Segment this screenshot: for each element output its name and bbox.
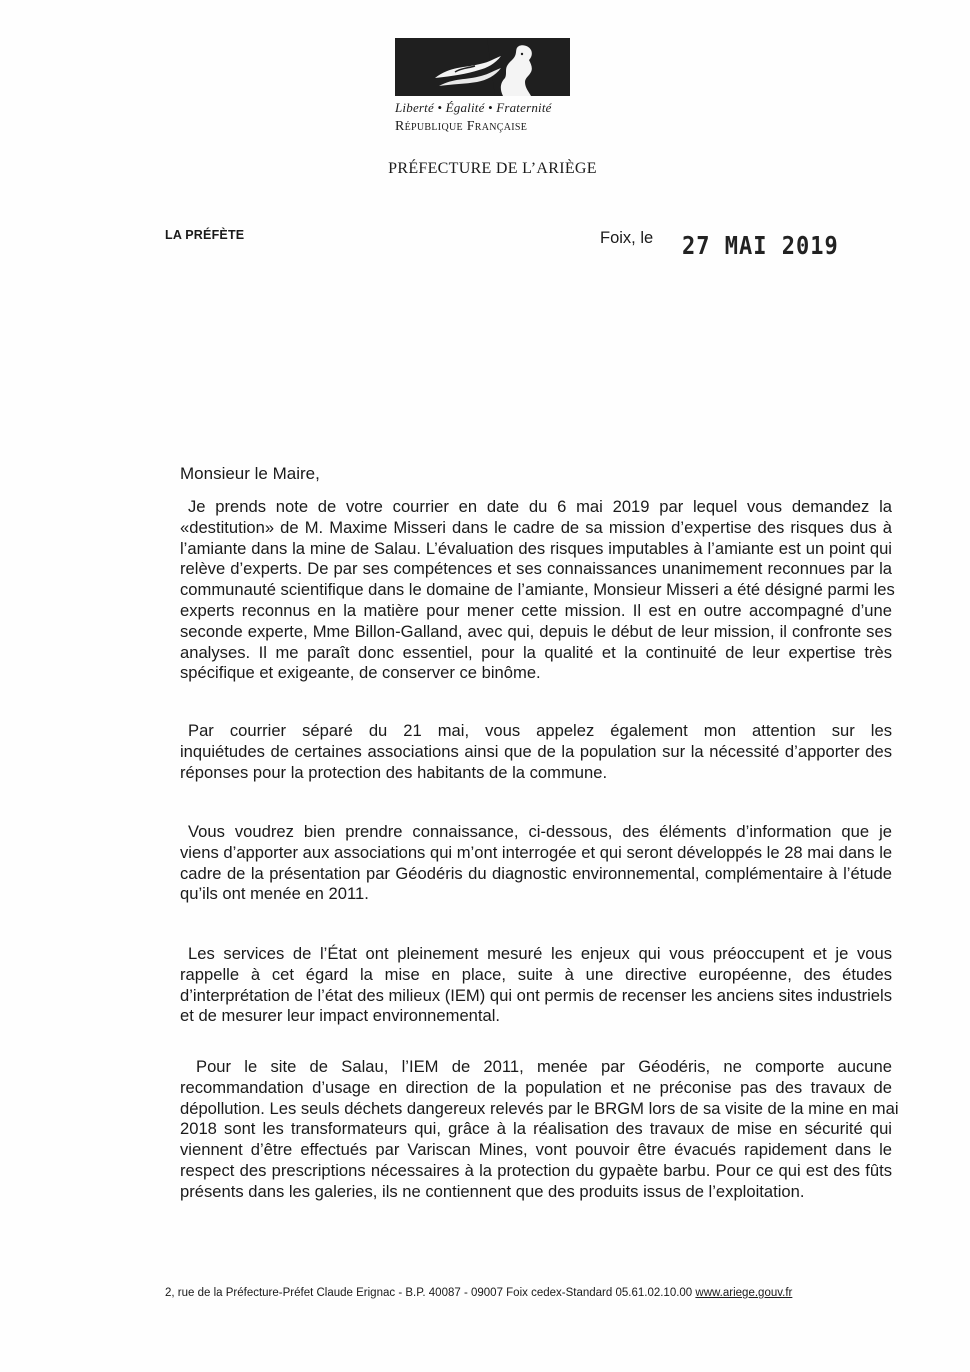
paragraph-line: Par courrier séparé du 21 mai, vous appelez également mon attention sur les bbox=[188, 721, 892, 740]
paragraph-line: viens d’apporter aux associations qui m’ont interrogée et qui seront développés le 28 mai dans le bbox=[180, 842, 893, 862]
paragraph-5 bbox=[180, 1057, 899, 1203]
footer-address: 2, rue de la Préfecture-Préfet Claude Erignac - B.P. 40087 - 09007 Foix cedex-Standard 05.61.02.10.00 bbox=[165, 1287, 696, 1299]
paragraph-line: l’amiante dans la mine de Salau. L’évaluation des risques imputables à l’amiante est un point qui bbox=[180, 538, 892, 558]
paragraph-line: cadre de la présentation par Géodéris du diagnostic environnemental, complémentaire à l’étude bbox=[180, 863, 892, 883]
sender-title: LA PRÉFÈTE bbox=[165, 228, 245, 242]
paragraph-line: viennent d’être effectués par Variscan Mines, vont pouvoir être évacués rapidement dans le bbox=[180, 1140, 892, 1160]
date-stamp: 27 MAI 2019 bbox=[682, 232, 839, 261]
paragraph-line: recommandation d’usage en direction de la population et ne préconise pas des travaux de bbox=[180, 1077, 892, 1097]
paragraph-line: inquiétudes de certaines associations ainsi que de la population sur la nécessité d’apporter des bbox=[180, 741, 892, 761]
paragraph-line: analyses. Il me paraît donc essentiel, pour la qualité et la continuité de leur expertise très bbox=[180, 642, 892, 662]
paragraph-line: experts reconnus en la matière pour mener cette mission. Il est en outre accompagné d’une bbox=[180, 600, 892, 620]
paragraph-line: respect des prescriptions nécessaires à la protection du gypaète barbu. Pour ce qui est des fûts bbox=[180, 1160, 892, 1180]
paragraph-line: rappelle à cet égard la mise en place, suite à une directive européenne, des études bbox=[180, 964, 892, 984]
paragraph-1 bbox=[180, 497, 895, 684]
paragraph-line: présents dans les galeries, ils ne contiennent que des produits issus de l’exploitation. bbox=[180, 1181, 805, 1201]
paragraph-line: relève d’experts. De par ses compétences et ses connaissances unanimement reconnues par la bbox=[180, 559, 892, 579]
paragraph-line: dépollution. Les seuls déchets dangereux relevés par le BRGM lors de sa visite de la mine en mai bbox=[180, 1098, 899, 1118]
paragraph-4 bbox=[180, 944, 892, 1027]
paragraph-line: et de mesurer leur impact environnemental. bbox=[180, 1006, 501, 1026]
marianne-logo bbox=[395, 38, 570, 96]
paragraph-2 bbox=[180, 721, 892, 783]
republic-name: République Française bbox=[395, 119, 528, 134]
prefecture-title: PRÉFECTURE DE L’ARIÈGE bbox=[388, 160, 597, 177]
paragraph-line: qu’ils ont menée en 2011. bbox=[180, 884, 369, 904]
paragraph-line: Je prends note de votre courrier en date du 6 mai 2019 par lequel vous demandez la bbox=[188, 497, 892, 516]
marianne-icon bbox=[395, 38, 570, 96]
paragraph-line: Vous voudrez bien prendre connaissance, ci-dessous, des éléments d’information que je bbox=[188, 822, 892, 841]
paragraph-line: spécifique et exigeante, de conserver ce binôme. bbox=[180, 663, 541, 683]
paragraph-line: Pour le site de Salau, l’IEM de 2011, menée par Géodéris, ne comporte aucune bbox=[196, 1057, 892, 1076]
place-label: Foix, le bbox=[600, 229, 654, 247]
paragraph-line: Les services de l’État ont pleinement mesuré les enjeux qui vous préoccupent et je vous bbox=[188, 944, 892, 963]
footer-website-link[interactable]: www.ariege.gouv.fr bbox=[695, 1287, 793, 1299]
paragraph-line: seconde experte, Mme Billon-Galland, avec qui, depuis le début de leur mission, il confronte ses bbox=[180, 621, 892, 641]
salutation: Monsieur le Maire, bbox=[180, 464, 320, 483]
paragraph-3 bbox=[180, 822, 892, 905]
paragraph-line: 2018 sont les transformateurs qui, grâce à la réalisation des travaux de mise en sécurité qui bbox=[180, 1119, 892, 1139]
paragraph-line: d’interprétation de l’état des milieux (IEM) qui ont permis de recenser les anciens sites industriels bbox=[180, 985, 893, 1005]
paragraph-line: «destitution» de M. Maxime Misseri dans le cadre de sa mission d’expertise des risques dus à bbox=[180, 517, 892, 537]
paragraph-line: réponses pour la protection des habitants de la commune. bbox=[180, 762, 608, 782]
paragraph-line: communauté scientifique dans le domaine de l’amiante, Monsieur Misseri a été désigné parmi les bbox=[180, 580, 895, 600]
footer bbox=[165, 1287, 792, 1299]
motto: Liberté • Égalité • Fraternité bbox=[395, 100, 552, 115]
